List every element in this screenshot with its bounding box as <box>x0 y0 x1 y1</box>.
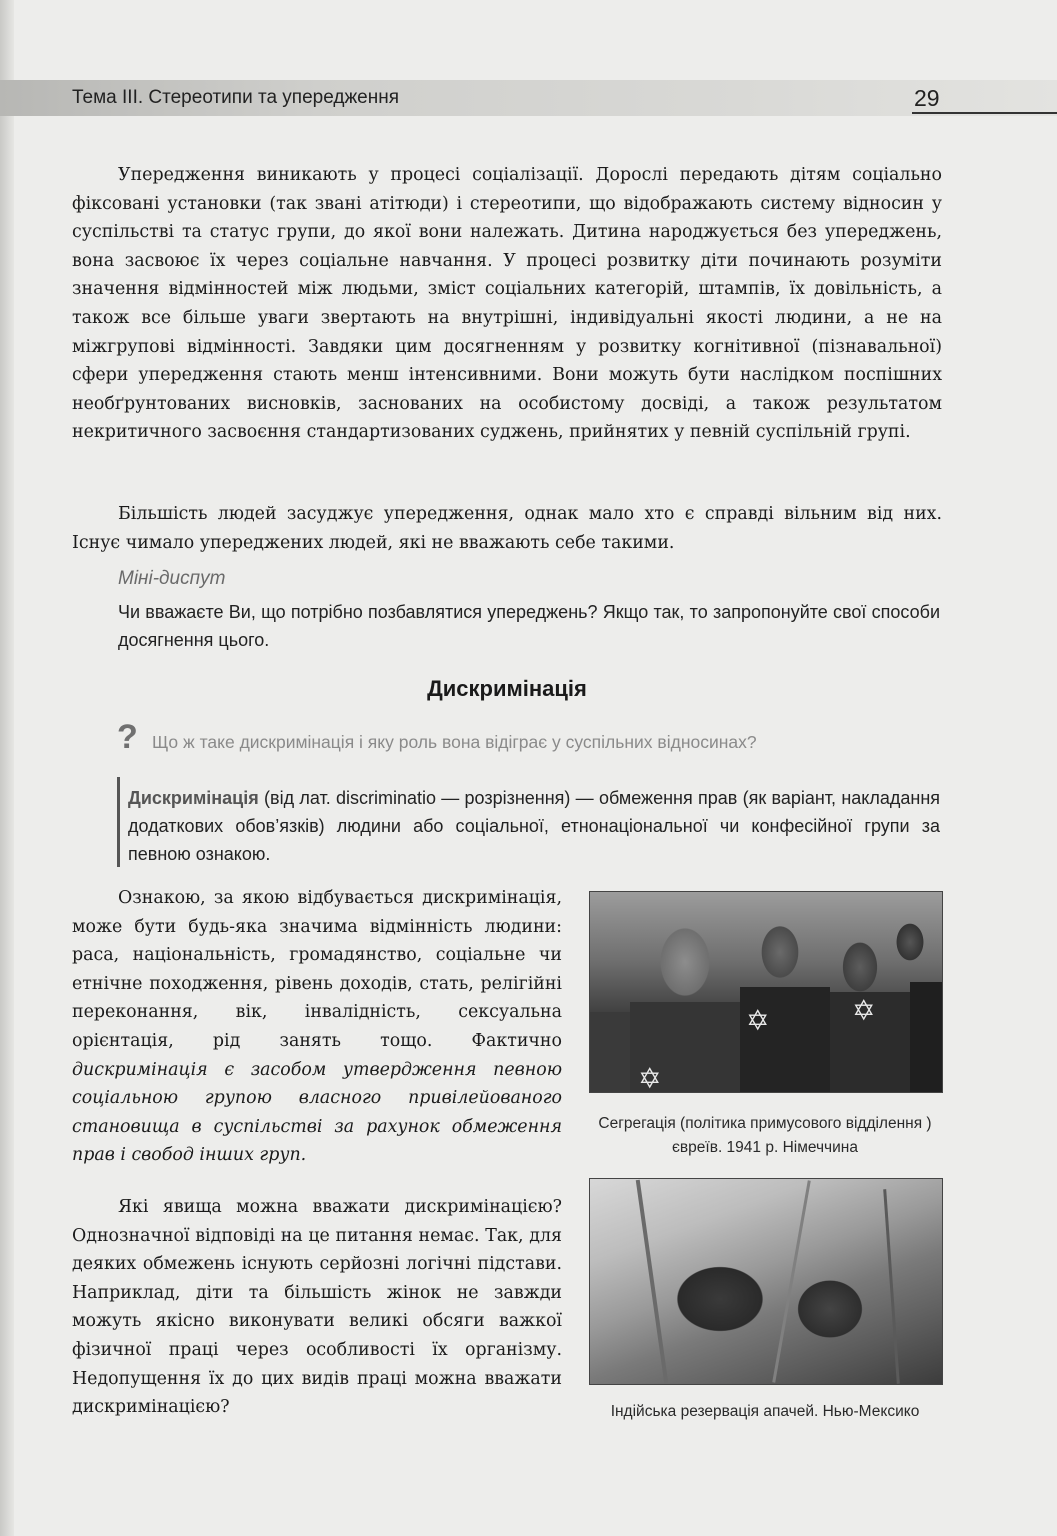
definition-body: (від лат. discriminatio — розрізнення) — обмеження прав (як варіант, накладання додаткових обов’язків) людини або соціальної, етнонаціональної чи конфесійної групи за певною ознакою. <box>128 788 940 864</box>
section-question: Що ж таке дискримінація і яку роль вона відіграє у суспільних відносинах? <box>152 732 757 752</box>
paragraph-discrimination-grounds-text: Ознакою, за якою відбувається дискримінація, може бути будь-яка значима відмінність людини: раса, національність, громадянство, соціальне чи етнічне походження, рівень доходів, стать, релігійні переконання, вік, інвалідність, сексуальна орієнтація, рід занять тощо. Фактично <box>72 888 562 1051</box>
reservation-photo <box>589 1178 943 1385</box>
running-header-title: Тема III. Стереотипи та упередження <box>72 87 400 108</box>
section-heading: Дискримінація <box>427 676 587 701</box>
paragraph-discrimination-grounds <box>72 884 562 1170</box>
question-mark-icon: ? <box>117 718 138 756</box>
mini-debate-text: Чи вважаєте Ви, що потрібно позбавлятися упереджень? Якщо так, то запропонуйте свої способи досягнення цього. <box>118 602 940 650</box>
segregation-photo-caption: Сегрегація (політика примусового відділення ) євреїв. 1941 р. Німеччина <box>598 1115 932 1156</box>
star-badge-icon: ✡ <box>638 1062 662 1093</box>
paragraph-prejudice-condemned: Більшість людей засуджує упередження, однак мало хто є справді вільним від них. Існує чимало упереджених людей, які не вважають себе такими. <box>72 504 942 553</box>
definition-bar <box>117 777 120 867</box>
definition-term: Дискримінація <box>128 788 259 808</box>
star-badge-icon: ✡ <box>852 994 876 1027</box>
page-edge <box>0 0 14 1536</box>
paragraph-discrimination-question: Які явища можна вважати дискримінацією? Однозначної відповіді на це питання немає. Так, для деяких обмежень існують серйозні логічні підстави. Наприклад, діти та більшість жінок не завжди можуть якісно виконувати великі обсяги важкої фізичної праці через особливості їх організму. Недопущення їх до цих видів праці можна вважати дискримінацією? <box>72 1197 562 1418</box>
star-badge-icon: ✡ <box>746 1004 770 1037</box>
paragraph-discrimination-grounds-emphasis: дискримінація є засобом утвердження певною соціальною групою власного привілейованого становища в суспільстві за рахунок обмеження прав і свобод інших груп. <box>72 1059 562 1166</box>
definition-block <box>128 784 940 868</box>
reservation-photo-caption: Індійська резервація апачей. Нью-Мексико <box>610 1403 920 1420</box>
page-number: 29 <box>912 84 944 114</box>
header-rule <box>940 112 1057 114</box>
segregation-photo <box>589 891 943 1093</box>
paragraph-prejudice-origins: Упередження виникають у процесі соціалізації. Дорослі передають дітям соціально фіксовані установки (так звані атітюди) і стереотипи, що відображають систему відносин у суспільстві та статус групи, до якої вони належать. Дитина народжується без упереджень, вона засвоює їх через соціальне навчання. У процесі розвитку діти починають розуміти значення відмінностей між людьми, зміст соціальних категорій, штампів, їх довільність, а також все більше уваги звертають на внутрішні, індивідуальні якості людини, а не на міжгрупові відмінності. Завдяки цим досягненням у розвитку когнітивної (пізнавальної) сфери упередження стають менш інтенсивними. Вони можуть бути наслідком поспішних необґрунтованих висновків, заснованих на особистому досвіді, а також результатом некритичного засвоєння стандартизованих суджень, прийнятих у певній суспільній групі. <box>72 165 942 443</box>
mini-debate-heading: Міні-диспут <box>118 568 226 589</box>
